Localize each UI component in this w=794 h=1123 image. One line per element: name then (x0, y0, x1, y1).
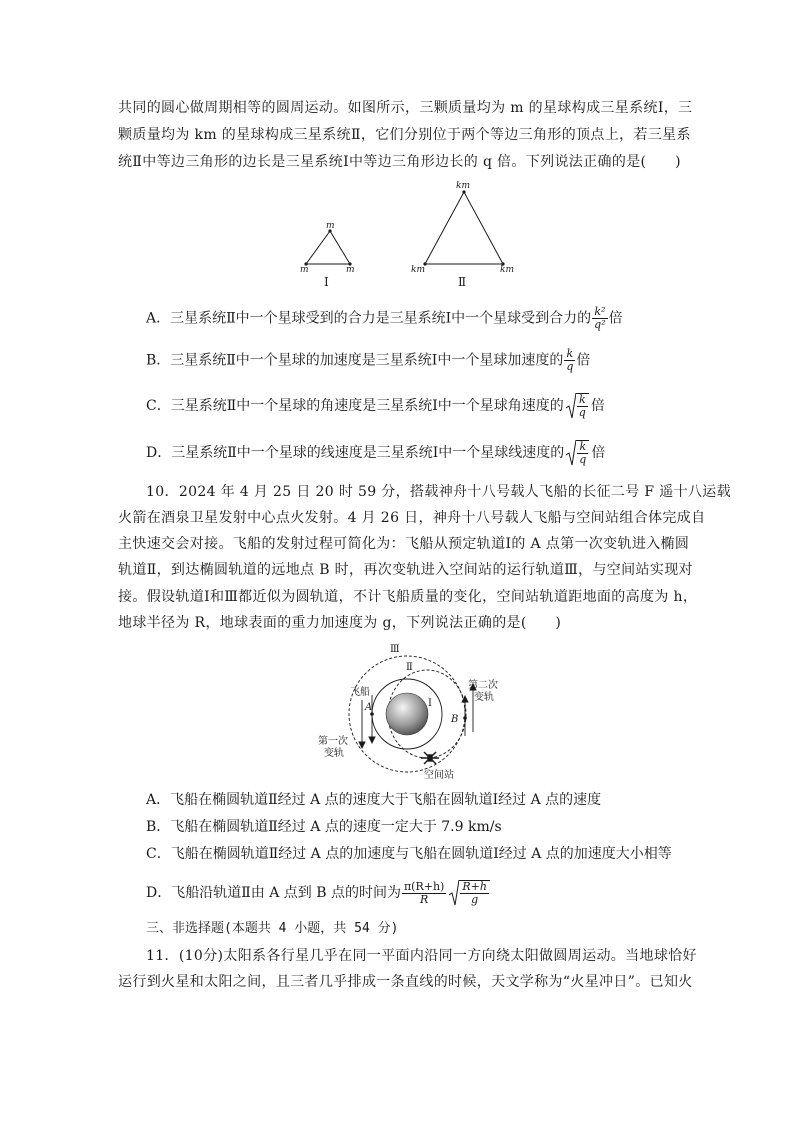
q9-option-d-sqrt: $\frac{k}{q}$ (566, 440, 589, 466)
q9-option-d[interactable]: D．三星系统Ⅱ中一个星球的线速度是三星系统Ⅰ中一个星球线速度的 $\frac{k}{q}$ 倍 (146, 440, 606, 466)
station-label: 空间站 (424, 770, 454, 781)
q9-stem-line-1: 共同的圆心做周期相等的圆周运动。如图所示，三颗质量均为 m 的星球构成三星系统Ⅰ，三 (118, 100, 693, 116)
small-caption: Ⅰ (324, 275, 329, 289)
point-b-label: B (451, 714, 459, 725)
q11-stem-line-1: 11．(10分)太阳系各行星几乎在同一平面内沿同一方向绕太阳做圆周运动。当地球恰好 (146, 948, 697, 964)
q10-stem-line-2: 火箭在酒泉卫星发射中心点火发射。4 月 26 日，神舟十八号载人飞船与空间站组合体完成自 (118, 510, 706, 526)
q10-option-d-fraction: $\frac{\pi(R+h)}{R}$ (403, 879, 445, 906)
q9-option-c-sqrt: $\frac{k}{q}$ (566, 393, 589, 419)
earth (386, 693, 428, 735)
section-heading: 三、非选择题(本题共 4 小题，共 54 分) (146, 921, 399, 936)
q10-option-d-sqrt: $\frac{R+h}{g}$ (449, 880, 490, 906)
second-change-label-1: 第二次 (468, 680, 498, 691)
q10-option-a[interactable]: A．飞船在椭圆轨道Ⅱ经过 A 点的速度大于飞船在圆轨道Ⅰ经过 A 点的速度 (146, 792, 602, 808)
second-change-label-2: 变轨 (474, 692, 494, 703)
small-left-label: m (300, 265, 309, 275)
q9-stem-line-2: 颗质量均为 km 的星球构成三星系统Ⅱ，它们分别位于两个等边三角形的顶点上，若三星系 (118, 127, 691, 143)
point-a-label: A (365, 702, 373, 713)
orbit-II-label: Ⅱ (406, 662, 413, 673)
large-triangle (425, 192, 503, 264)
q9-option-b[interactable]: B．三星系统Ⅱ中一个星球的加速度是三星系统Ⅰ中一个星球加速度的 $\frac{k}{q}$ 倍 (146, 347, 591, 373)
first-change-label-2: 变轨 (324, 748, 344, 759)
three-star-systems-figure (290, 176, 540, 291)
small-triangle (306, 231, 350, 264)
q10-option-b[interactable]: B．飞船在椭圆轨道Ⅱ经过 A 点的速度一定大于 7.9 km/s (146, 819, 502, 835)
q9-option-b-fraction: $\frac{k}{q}$ (566, 347, 574, 373)
q9-option-c[interactable]: C．三星系统Ⅱ中一个星球的角速度是三星系统Ⅰ中一个星球角速度的 $\frac{k}{q}$ 倍 (146, 393, 605, 419)
q9-option-a-fraction: $\frac{\text{k²}}{\text{q²}}$ (594, 305, 606, 331)
q10-stem-line-6: 地球半径为 R，地球表面的重力加速度为 g，下列说法正确的是( ) (118, 615, 562, 631)
first-change-label-1: 第一次 (318, 736, 348, 747)
small-right-label: m (346, 265, 355, 275)
small-top-label: m (326, 221, 335, 231)
ship-label: 飞船 (350, 687, 370, 698)
q10-option-d[interactable]: D．飞船沿轨道Ⅱ由 A 点到 B 点的时间为 $\frac{\pi(R+h)}{R}$ $\frac{R+h}{g}$ (146, 880, 492, 906)
space-station-icon (421, 752, 439, 764)
q9-option-a[interactable]: A．三星系统Ⅱ中一个星球受到的合力是三星系统Ⅰ中一个星球受到合力的 $\frac{\text{k²}}{\text{q²}}$ 倍 (146, 305, 623, 331)
large-left-label: km (411, 265, 425, 275)
orbit-I-label: Ⅰ (428, 698, 432, 709)
orbit-III-label: Ⅲ (390, 644, 400, 655)
large-top-label: km (456, 181, 470, 191)
large-right-label: km (500, 265, 514, 275)
large-caption: Ⅱ (458, 275, 467, 289)
q11-stem-line-2: 运行到火星和太阳之间，且三者几乎排成一条直线的时候，天文学称为“火星冲日”。已知火 (118, 974, 693, 990)
q10-stem-line-5: 接。假设轨道Ⅰ和Ⅲ都近似为圆轨道，不计飞船质量的变化，空间站轨道距地面的高度为 h， (118, 589, 698, 605)
orbit-transfer-figure (310, 640, 540, 785)
q10-stem-line-1: 10．2024 年 4 月 25 日 20 时 59 分，搭载神舟十八号载人飞船的长征二号 F 遥十八运载 (146, 484, 732, 500)
q10-stem-line-3: 主快速交会对接。飞船的发射过程可简化为：飞船从预定轨道Ⅰ的 A 点第一次变轨进入椭圆 (118, 536, 690, 552)
q10-stem-line-4: 轨道Ⅱ，到达椭圆轨道的远地点 B 时，再次变轨进入空间站的运行轨道Ⅲ，与空间站实现对 (118, 562, 693, 578)
q9-stem-line-3: 统Ⅱ中等边三角形的边长是三星系统Ⅰ中等边三角形边长的 q 倍。下列说法正确的是( ) (118, 154, 681, 170)
q10-option-c[interactable]: C．飞船在椭圆轨道Ⅱ经过 A 点的加速度与飞船在圆轨道Ⅰ经过 A 点的加速度大小相等 (146, 846, 672, 862)
